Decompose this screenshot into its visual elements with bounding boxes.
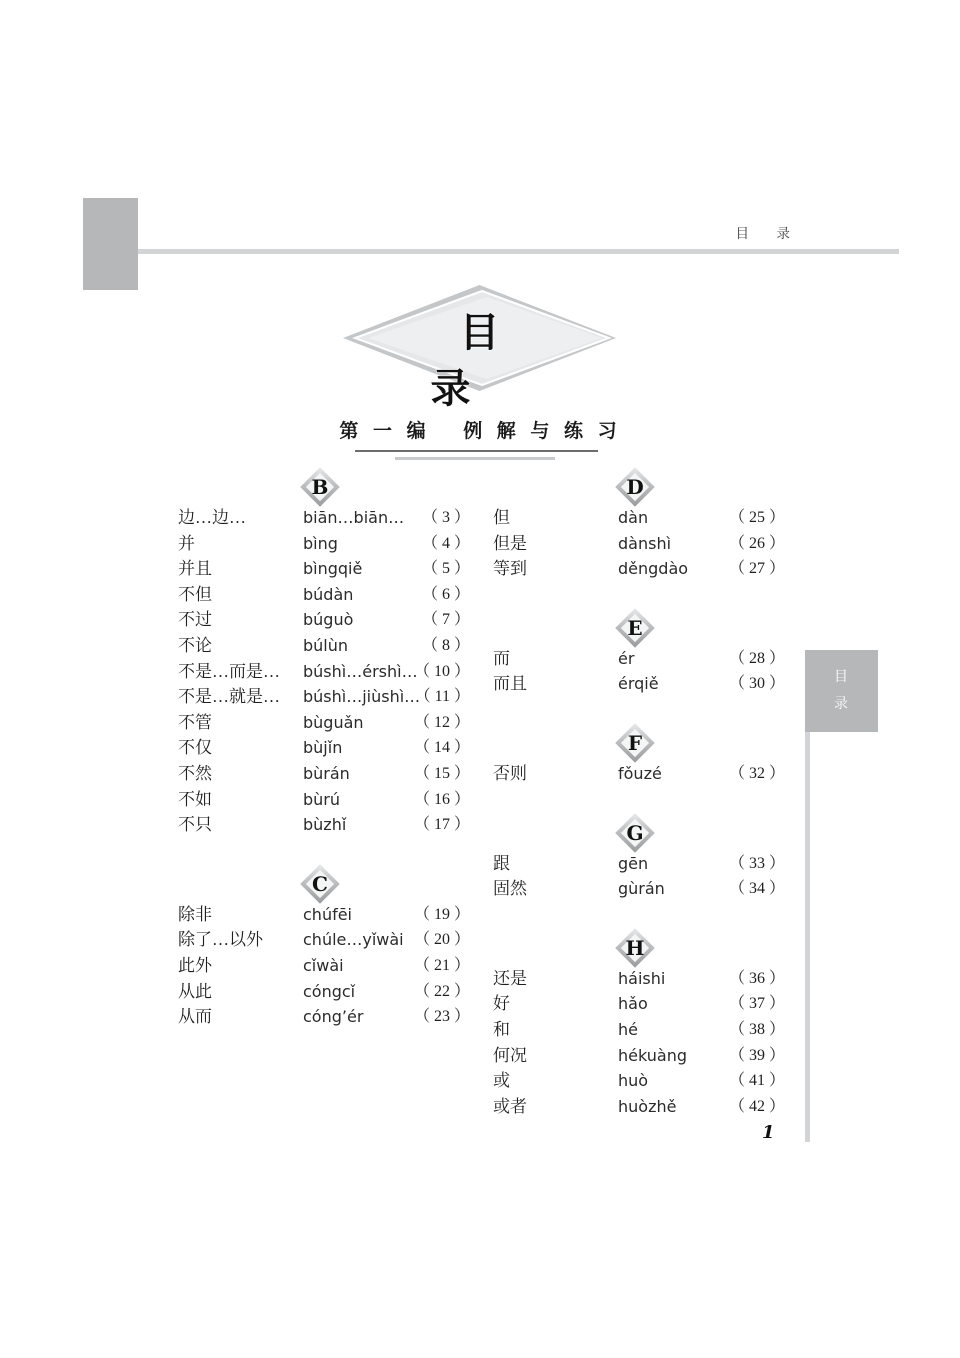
entry-page-number: （ 42 ） bbox=[728, 1097, 785, 1115]
entry-pinyin: cóngcǐ bbox=[303, 981, 356, 1001]
entry-pinyin: háishi bbox=[618, 968, 666, 988]
entry-pinyin: bùjǐn bbox=[303, 738, 343, 758]
entry-page-number: （ 14 ） bbox=[413, 739, 470, 757]
entry-hanzi: 不如 bbox=[178, 789, 212, 809]
toc-entry[interactable] bbox=[160, 954, 480, 980]
entry-hanzi: 固然 bbox=[493, 879, 527, 899]
section-badge-row bbox=[475, 609, 795, 647]
entry-pinyin: bùrú bbox=[303, 789, 341, 809]
entry-hanzi: 否则 bbox=[493, 763, 527, 783]
toc-entry[interactable] bbox=[160, 813, 480, 839]
entry-page-number: （ 39 ） bbox=[728, 1046, 785, 1064]
entry-pinyin: bùguǎn bbox=[303, 712, 364, 732]
toc-entry[interactable] bbox=[160, 557, 480, 583]
entry-page-number: （ 7 ） bbox=[421, 611, 470, 629]
letter-badge-e-icon bbox=[618, 611, 652, 645]
entry-pinyin: bùzhǐ bbox=[303, 815, 347, 835]
entry-hanzi: 不但 bbox=[178, 584, 212, 604]
entry-page-number: （ 5 ） bbox=[421, 560, 470, 578]
part-heading bbox=[0, 416, 960, 449]
entry-page-number: （ 27 ） bbox=[728, 560, 785, 578]
letter-badge-b-icon bbox=[303, 470, 337, 504]
toc-section-b bbox=[160, 468, 480, 839]
side-thumb-tab bbox=[805, 650, 878, 732]
entry-hanzi: 还是 bbox=[493, 968, 527, 988]
letter-badge-label: B bbox=[311, 475, 329, 499]
toc-entry[interactable] bbox=[160, 788, 480, 814]
toc-entry[interactable] bbox=[475, 967, 795, 993]
entry-pinyin: cóng’ér bbox=[303, 1007, 364, 1027]
entry-hanzi: 跟 bbox=[493, 853, 510, 873]
entry-hanzi: 好 bbox=[493, 994, 510, 1014]
entry-pinyin: gùrán bbox=[618, 879, 665, 899]
entry-page-number: （ 25 ） bbox=[728, 509, 785, 526]
entry-hanzi: 不然 bbox=[178, 763, 212, 783]
toc-entry[interactable] bbox=[160, 1005, 480, 1031]
entry-pinyin: gēn bbox=[618, 853, 649, 873]
toc-column-right bbox=[475, 468, 795, 1120]
section-gap bbox=[475, 583, 795, 609]
page-title: 目 录 bbox=[430, 309, 656, 412]
toc-entry[interactable] bbox=[160, 928, 480, 954]
part-heading-rule-secondary bbox=[395, 457, 555, 460]
entry-page-number: （ 32 ） bbox=[728, 764, 785, 782]
entry-pinyin: huò bbox=[618, 1071, 649, 1091]
entry-pinyin: búdàn bbox=[303, 584, 354, 604]
toc-entry[interactable] bbox=[160, 532, 480, 558]
letter-badge-label: G bbox=[626, 820, 644, 845]
entry-page-number: （ 26 ） bbox=[728, 534, 785, 552]
entry-page-number: （ 19 ） bbox=[413, 905, 470, 923]
entry-pinyin: dànshì bbox=[618, 533, 672, 553]
entry-page-number: （ 23 ） bbox=[413, 1008, 470, 1026]
entry-page-number: （ 38 ） bbox=[728, 1020, 785, 1038]
section-badge-row bbox=[160, 865, 480, 903]
entry-hanzi: 并且 bbox=[178, 559, 212, 579]
entry-hanzi: 但是 bbox=[493, 533, 527, 553]
toc-entry[interactable] bbox=[160, 903, 480, 929]
toc-entry[interactable] bbox=[160, 583, 480, 609]
section-gap bbox=[160, 839, 480, 865]
toc-entry[interactable] bbox=[475, 852, 795, 878]
entry-page-number: （ 22 ） bbox=[413, 982, 470, 1000]
toc-entry[interactable] bbox=[160, 980, 480, 1006]
entry-page-number: （ 17 ） bbox=[413, 816, 470, 834]
toc-entry[interactable] bbox=[160, 608, 480, 634]
toc-entry[interactable] bbox=[475, 532, 795, 558]
entry-pinyin: bìngqiě bbox=[303, 559, 363, 579]
letter-badge-h-icon bbox=[618, 931, 652, 965]
entry-pinyin: fǒuzé bbox=[618, 763, 662, 783]
entry-hanzi: 不是…而是… bbox=[178, 661, 280, 681]
letter-badge-label: D bbox=[626, 475, 644, 499]
entry-hanzi: 不管 bbox=[178, 712, 212, 732]
letter-badge-label: H bbox=[625, 935, 645, 960]
entry-page-number: （ 10 ） bbox=[413, 662, 470, 680]
toc-entry[interactable] bbox=[160, 660, 480, 686]
toc-section-c bbox=[160, 865, 480, 1031]
entry-pinyin: huòzhě bbox=[618, 1096, 677, 1116]
entry-pinyin: cǐwài bbox=[303, 955, 344, 975]
toc-entry[interactable] bbox=[475, 1044, 795, 1070]
part-heading-label: 第 一 编 例 解 与 练 习 bbox=[339, 420, 621, 442]
toc-entry[interactable] bbox=[160, 634, 480, 660]
toc-entry[interactable] bbox=[475, 992, 795, 1018]
entry-hanzi: 从此 bbox=[178, 981, 212, 1001]
entry-page-number: （ 12 ） bbox=[413, 713, 470, 731]
letter-badge-d-icon bbox=[618, 470, 652, 504]
entry-page-number: （ 3 ） bbox=[421, 509, 470, 526]
entry-pinyin: hǎo bbox=[618, 994, 648, 1014]
toc-section-e bbox=[475, 609, 795, 698]
entry-pinyin: bìng bbox=[303, 533, 338, 553]
entry-hanzi: 边…边… bbox=[178, 508, 246, 527]
entry-pinyin: érqiě bbox=[618, 674, 659, 694]
entry-pinyin: hé bbox=[618, 1019, 638, 1039]
entry-page-number: （ 8 ） bbox=[421, 636, 470, 654]
entry-page-number: （ 36 ） bbox=[728, 969, 785, 987]
header-gray-block bbox=[83, 198, 138, 290]
entry-hanzi: 不是…就是… bbox=[178, 687, 280, 707]
entry-hanzi: 除了…以外 bbox=[178, 930, 263, 950]
toc-section-f bbox=[475, 724, 795, 788]
toc-entry[interactable] bbox=[475, 762, 795, 788]
toc-entry[interactable] bbox=[160, 762, 480, 788]
entry-hanzi: 不仅 bbox=[178, 738, 212, 758]
section-gap bbox=[475, 788, 795, 814]
side-tab-char-2: 录 bbox=[834, 697, 849, 712]
entry-page-number: （ 21 ） bbox=[413, 956, 470, 974]
entry-pinyin: biān…biān… bbox=[303, 508, 405, 527]
entry-hanzi: 而且 bbox=[493, 674, 527, 694]
letter-badge-g-icon bbox=[618, 816, 652, 850]
entry-page-number: （ 30 ） bbox=[728, 675, 785, 693]
entry-page-number: （ 4 ） bbox=[421, 534, 470, 552]
letter-badge-label: E bbox=[627, 615, 643, 640]
entry-page-number: （ 6 ） bbox=[421, 585, 470, 603]
section-gap bbox=[475, 903, 795, 929]
entry-pinyin: dàn bbox=[618, 508, 649, 527]
entry-page-number: （ 28 ） bbox=[728, 649, 785, 667]
section-badge-row bbox=[160, 468, 480, 506]
entry-hanzi: 何况 bbox=[493, 1045, 527, 1065]
entry-page-number: （ 41 ） bbox=[728, 1072, 785, 1090]
entry-pinyin: chúfēi bbox=[303, 904, 352, 924]
entry-hanzi: 等到 bbox=[493, 559, 527, 579]
entry-pinyin: hékuàng bbox=[618, 1045, 687, 1065]
entry-page-number: （ 33 ） bbox=[728, 854, 785, 872]
section-gap bbox=[475, 698, 795, 724]
entry-page-number: （ 34 ） bbox=[728, 880, 785, 898]
entry-hanzi: 但 bbox=[493, 508, 510, 527]
entry-hanzi: 此外 bbox=[178, 955, 212, 975]
entry-page-number: （ 20 ） bbox=[413, 931, 470, 949]
side-tab-rule bbox=[805, 732, 810, 1142]
toc-title-banner bbox=[341, 283, 656, 412]
entry-pinyin: bùrán bbox=[303, 763, 350, 783]
section-badge-row bbox=[475, 724, 795, 762]
entry-pinyin: ér bbox=[618, 648, 635, 668]
entry-hanzi: 而 bbox=[493, 648, 510, 668]
entry-hanzi: 并 bbox=[178, 533, 195, 553]
letter-badge-label: F bbox=[627, 730, 643, 755]
part-heading-rule-primary bbox=[355, 450, 598, 452]
letter-badge-c-icon bbox=[303, 867, 337, 901]
toc-entry[interactable] bbox=[475, 647, 795, 673]
entry-hanzi: 除非 bbox=[178, 904, 212, 924]
toc-section-g bbox=[475, 814, 795, 903]
entry-page-number: （ 37 ） bbox=[728, 995, 785, 1013]
entry-hanzi: 不过 bbox=[178, 610, 212, 630]
toc-entry[interactable] bbox=[160, 736, 480, 762]
side-thumb-tab-label bbox=[805, 664, 878, 718]
entry-hanzi: 不只 bbox=[178, 815, 212, 835]
entry-pinyin: búlùn bbox=[303, 635, 349, 655]
entry-pinyin: chúle…yǐwài bbox=[303, 930, 404, 950]
entry-hanzi: 或 bbox=[493, 1071, 510, 1091]
section-badge-row bbox=[475, 468, 795, 506]
entry-pinyin: búshì…érshì… bbox=[303, 661, 418, 681]
toc-column-left bbox=[160, 468, 480, 1031]
toc-entry[interactable] bbox=[475, 672, 795, 698]
toc-entry[interactable] bbox=[475, 1018, 795, 1044]
entry-hanzi: 不论 bbox=[178, 635, 212, 655]
entry-page-number: （ 11 ） bbox=[414, 688, 470, 706]
section-badge-row bbox=[475, 929, 795, 967]
toc-entry[interactable] bbox=[475, 1069, 795, 1095]
entry-hanzi: 从而 bbox=[178, 1007, 212, 1027]
header-rule bbox=[138, 249, 899, 254]
entry-hanzi: 或者 bbox=[493, 1096, 527, 1116]
toc-entry[interactable] bbox=[475, 506, 795, 532]
toc-section-d bbox=[475, 468, 795, 583]
toc-section-h bbox=[475, 929, 795, 1121]
running-header-title: 目 录 bbox=[735, 226, 797, 241]
toc-entry[interactable] bbox=[160, 685, 480, 711]
entry-page-number: （ 15 ） bbox=[413, 764, 470, 782]
entry-pinyin: děngdào bbox=[618, 559, 689, 579]
letter-badge-label: C bbox=[312, 871, 328, 896]
section-badge-row bbox=[475, 814, 795, 852]
letter-badge-f-icon bbox=[618, 726, 652, 760]
toc-entry[interactable] bbox=[475, 1095, 795, 1121]
entry-page-number: （ 16 ） bbox=[413, 790, 470, 808]
entry-pinyin: búguò bbox=[303, 610, 354, 630]
toc-entry[interactable] bbox=[475, 557, 795, 583]
entry-pinyin: búshì…jiùshì… bbox=[303, 687, 421, 707]
side-tab-char-1: 目 bbox=[834, 670, 849, 685]
toc-entry[interactable] bbox=[475, 877, 795, 903]
toc-entry[interactable] bbox=[160, 506, 480, 532]
entry-hanzi: 和 bbox=[493, 1019, 510, 1039]
toc-entry[interactable] bbox=[160, 711, 480, 737]
page-number: 1 bbox=[762, 1122, 775, 1143]
